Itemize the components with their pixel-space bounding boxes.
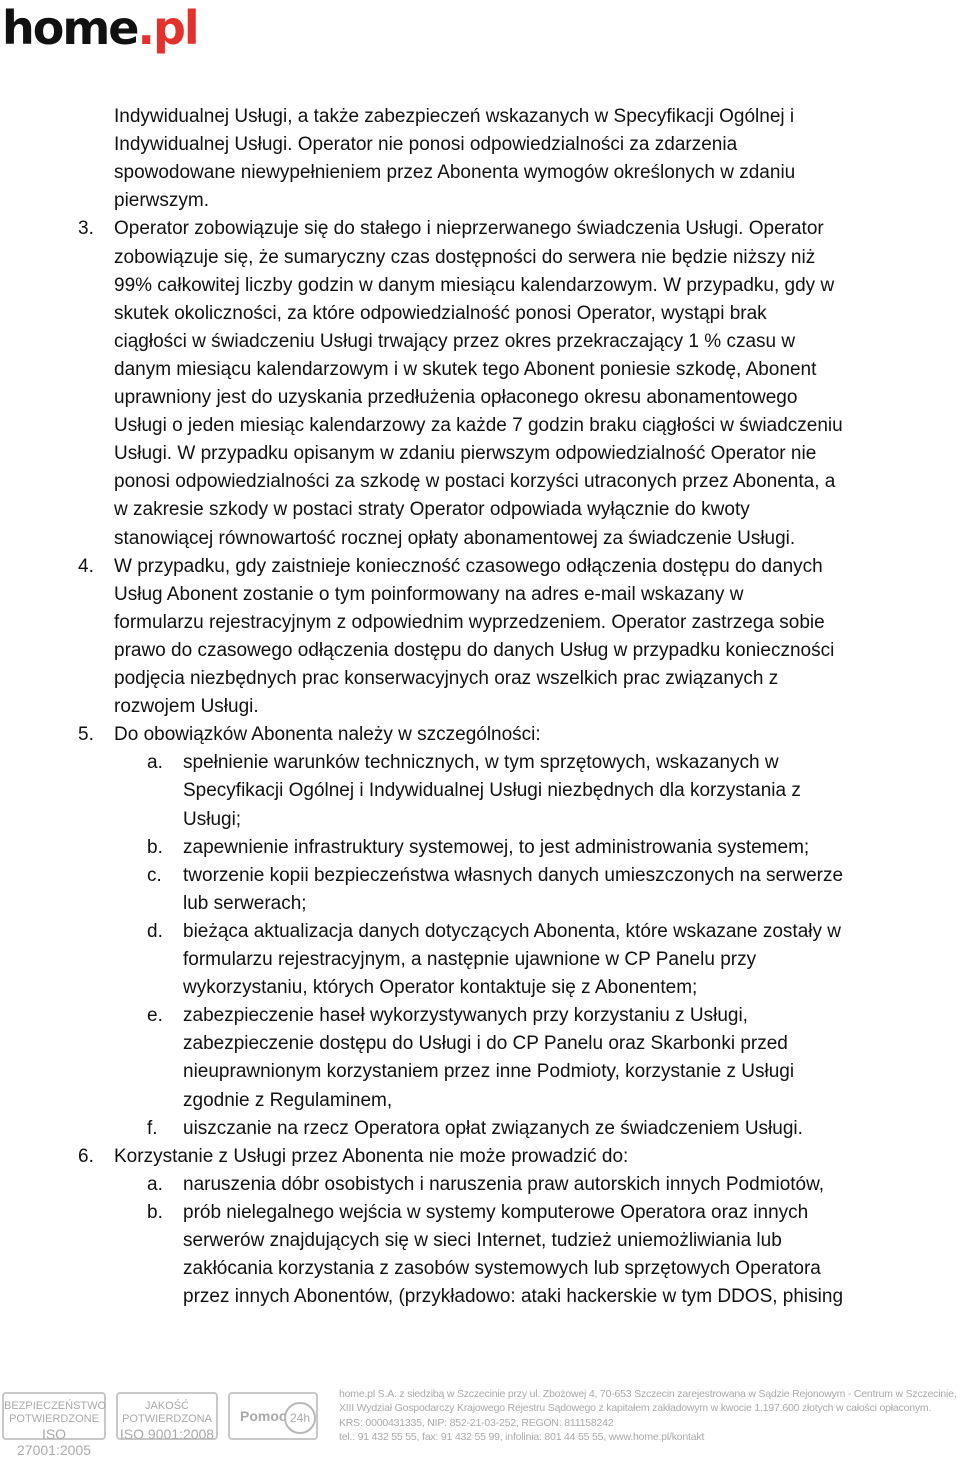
logo-accent-text: .pl [137,1,198,55]
paragraph-line: Usługi o jeden miesiąc kalendarzowy za każde 7 godzin braku ciągłości w świadczeniu [114,415,843,437]
paragraph-line: lub serwerach; [183,892,307,914]
clock-icon: 24h [284,1402,316,1434]
company-info-line: home.pl S.A. z siedzibą w Szczecinie przy ul. Zbożowej 4, 70-653 Szczecin zarejestrowana w Sądzie Rejonowym - Centrum w Szczecinie, [339,1388,957,1400]
paragraph-line: skutek okoliczności, za które odpowiedzialność ponosi Operator, wystąpi brak [114,302,767,324]
badge-standard: ISO 9001:2008 [119,1426,215,1442]
paragraph-line: uprawniony jest do uzyskania przedłużenia opłaconego okresu abonamentowego [114,387,798,408]
paragraph-line: w zakresie szkody w postaci straty Operator odpowiada wyłącznie do kwoty [114,499,750,521]
badge-line: POTWIERDZONE [9,1413,99,1425]
paragraph-line: Usługi; [183,808,242,830]
badge-line: BEZPIECZEŃSTWO [4,1400,107,1412]
paragraph-line: bieżąca aktualizacja danych dotyczących Abonenta, które wskazane zostały w [183,920,841,942]
company-info-line: KRS: 0000431335, NIP: 852-21-03-252, REGON: 811158242 [339,1417,614,1429]
paragraph-line: W przypadku, gdy zaistnieje konieczność czasowego odłączenia dostępu do danych [114,555,823,577]
list-item-number: 3. [78,218,94,240]
paragraph-line: spowodowane niewypełnieniem przez Abonenta wymogów określonych w zdaniu [114,162,796,184]
paragraph-line: nieuprawnionym korzystaniem przez inne Podmioty, korzystanie z Usługi [183,1061,795,1083]
iso-9001-badge [116,1392,218,1440]
list-item-number: 6. [78,1145,94,1167]
paragraph-line: pierwszym. [114,190,210,212]
logo-text: home [2,1,138,55]
sublist-item-letter: b. [147,1201,163,1223]
paragraph-line: Indywidualnej Usługi. Operator nie ponosi odpowiedzialności za zdarzenia [114,134,738,156]
paragraph-line: zapewnienie infrastruktury systemowej, to jest administrowania systemem; [183,836,810,858]
sublist-item-letter: a. [147,1173,163,1195]
company-logo [2,0,198,58]
paragraph-line: zobowiązuje się, że sumaryczny czas dostępności do serwera nie będzie niższy niż [114,246,816,268]
paragraph-line: naruszenia dóbr osobistych i naruszenia praw autorskich innych Podmiotów, [183,1173,825,1195]
paragraph-line: formularzu rejestracyjnym z odpowiednim wyprzedzeniem. Operator zastrzega sobie [114,611,825,633]
sublist-item-letter: a. [147,752,163,774]
paragraph-line: spełnienie warunków technicznych, w tym sprzętowych, wskazanych w [183,752,779,774]
paragraph-line: serwerów znajdujących się w sieci Internet, tudzież uniemożliwiania lub [183,1230,782,1251]
paragraph-line: 99% całkowitej liczby godzin w danym miesiącu kalendarzowym. W przypadku, gdy w [114,274,835,296]
paragraph-line: podjęcia niezbędnych prac konserwacyjnych oraz wszelkich prac związanych z [114,668,779,689]
paragraph-line: Indywidualnej Usługi, a także zabezpieczeń wskazanych w Specyfikacji Ogólnej i [114,106,795,127]
list-item-number: 4. [78,555,94,577]
paragraph-line: Operator zobowiązuje się do stałego i nieprzerwanego świadczenia Usługi. Operator [114,218,824,240]
company-info-line: tel.: 91 432 55 55, fax: 91 432 55 99, infolinia: 801 44 55 55, www.home.pl/kontakt [339,1431,705,1443]
paragraph-line: Specyfikacji Ogólnej i Indywidualnej Usługi niezbędnych dla korzystania z [183,780,801,802]
paragraph-line: rozwojem Usługi. [114,696,259,718]
badge-standard: ISO 27001:2005 [17,1426,91,1458]
paragraph-line: danym miesiącu kalendarzowym i w skutek tego Abonent poniesie szkodę, Abonent [114,358,817,380]
paragraph-line: zabezpieczenie haseł wykorzystywanych przy korzystaniu z Usługi, [183,1005,748,1027]
paragraph-line: stanowiącej równowartość rocznej opłaty abonamentowej za świadczenie Usługi. [114,527,796,549]
paragraph-line: Do obowiązków Abonenta należy w szczególności: [114,724,541,746]
paragraph-line: zabezpieczenie dostępu do Usługi i do CP Panelu oraz Skarbonki przed [183,1033,788,1055]
page-footer [0,1388,960,1458]
paragraph-line: prawo do czasowego odłączenia dostępu do danych Usług w przypadku konieczności [114,639,835,661]
sublist-item-letter: b. [147,836,163,858]
paragraph-line: wykorzystaniu, których Operator kontaktuje się z Abonentem; [183,977,698,999]
sublist-item-letter: e. [147,1005,163,1027]
paragraph-line: uiszczanie na rzecz Operatora opłat związanych ze świadczeniem Usługi. [183,1117,803,1139]
list-item-number: 5. [78,724,94,746]
sublist-item-letter: f. [147,1117,158,1139]
paragraph-line: Usługi. W przypadku opisanym w zdaniu pierwszym odpowiedzialność Operator nie [114,443,817,465]
sublist-item-letter: d. [147,920,163,942]
paragraph-line: przez innych Abonentów, (przykładowo: ataki hackerskie w tym DDOS, phising [183,1286,844,1308]
paragraph-line: prób nielegalnego wejścia w systemy komputerowe Operatora oraz innych [183,1201,809,1223]
help-24h-badge [228,1392,318,1440]
company-info-line: XIII Wydział Gospodarczy Krajowego Rejestru Sądowego z kapitałem zakładowym w kwocie 1.197.600 złotych w całości opłaconym. [339,1402,932,1414]
paragraph-line: zakłócania korzystania z zasobów systemowych lub sprzętowych Operatora [183,1258,821,1280]
paragraph-line: tworzenie kopii bezpieczeństwa własnych danych umieszczonych na serwerze [183,864,844,886]
help-label: Pomoc [240,1408,287,1424]
iso-27001-badge [2,1392,107,1458]
paragraph-line: ponosi odpowiedzialności za szkodę w postaci korzyści utraconych przez Abonenta, a [114,471,836,493]
paragraph-line: ciągłości w świadczeniu Usługi trwający przez okres przekraczający 1 % czasu w [114,330,796,352]
badge-line: POTWIERDZONA [122,1413,212,1425]
paragraph-line: zgodnie z Regulaminem, [183,1089,393,1111]
paragraph-line: formularzu rejestracyjnym, a następnie ujawnione w CP Panelu przy [183,949,757,970]
paragraph-line: Usług Abonent zostanie o tym poinformowany na adres e-mail wskazany w [114,583,744,605]
badge-line: JAKOŚĆ [144,1400,189,1412]
sublist-item-letter: c. [147,864,162,886]
paragraph-line: Korzystanie z Usługi przez Abonenta nie może prowadzić do: [114,1145,629,1167]
